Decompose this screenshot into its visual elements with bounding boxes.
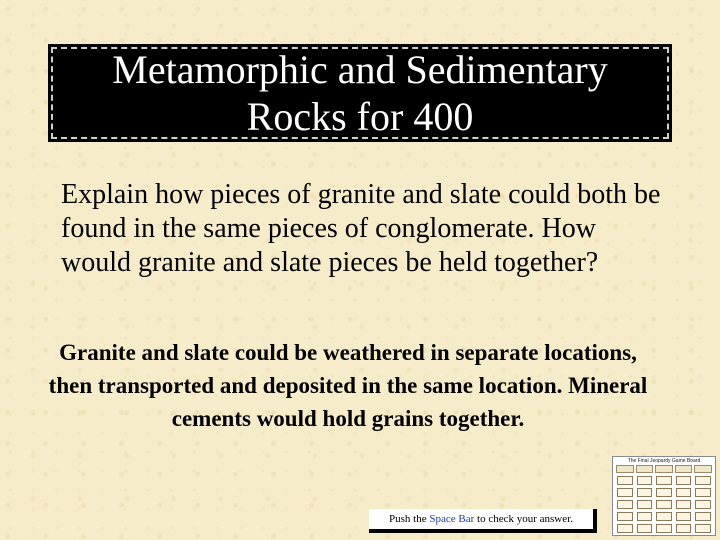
thumbnail-cell	[617, 524, 633, 533]
thumbnail-cell	[656, 512, 672, 521]
thumbnail-header	[655, 465, 673, 473]
thumbnail-cell	[656, 500, 672, 509]
slide-title-box	[48, 44, 672, 142]
thumbnail-header	[675, 465, 693, 473]
thumbnail-cell	[656, 476, 672, 485]
thumbnail-cell	[676, 476, 692, 485]
game-board-thumbnail[interactable]	[612, 456, 716, 536]
thumbnail-cell	[617, 476, 633, 485]
thumbnail-header	[694, 465, 712, 473]
thumbnail-cell	[676, 512, 692, 521]
thumbnail-cell	[656, 524, 672, 533]
slide-title-line2: Rocks for 400	[246, 94, 474, 139]
thumbnail-cell	[617, 512, 633, 521]
thumbnail-grid	[613, 473, 715, 536]
thumbnail-cell	[695, 476, 711, 485]
thumbnail-header	[636, 465, 654, 473]
answer-text: Granite and slate could be weathered in separate locations, then transported and deposited in the same location. Mineral cements would hold grains together.	[48, 340, 648, 431]
thumbnail-cell	[656, 488, 672, 497]
thumbnail-title: The Final Jeopardy Game Board	[627, 458, 701, 464]
thumbnail-cell	[676, 500, 692, 509]
thumbnail-cell	[637, 512, 653, 521]
thumbnail-cell	[617, 488, 633, 497]
thumbnail-cell	[617, 500, 633, 509]
slide-title-line1: Metamorphic and Sedimentary	[112, 47, 608, 92]
thumbnail-cell	[695, 488, 711, 497]
thumbnail-cell	[695, 500, 711, 509]
thumbnail-cell	[637, 476, 653, 485]
thumbnail-column-headers	[613, 465, 715, 473]
space-bar-key: Space Bar	[429, 513, 475, 525]
thumbnail-cell	[637, 488, 653, 497]
thumbnail-cell	[676, 488, 692, 497]
thumbnail-cell	[637, 524, 653, 533]
thumbnail-cell	[695, 524, 711, 533]
question-text: Explain how pieces of granite and slate could both be found in the same pieces of conglomerate. How would granite and slate pieces be held together?	[61, 179, 661, 278]
thumbnail-cell	[695, 512, 711, 521]
push-suffix: to check your answer.	[474, 513, 573, 525]
thumbnail-cell	[637, 500, 653, 509]
push-prefix: Push the	[389, 513, 430, 525]
check-answer-prompt[interactable]	[369, 509, 597, 533]
thumbnail-cell	[676, 524, 692, 533]
thumbnail-header	[616, 465, 634, 473]
